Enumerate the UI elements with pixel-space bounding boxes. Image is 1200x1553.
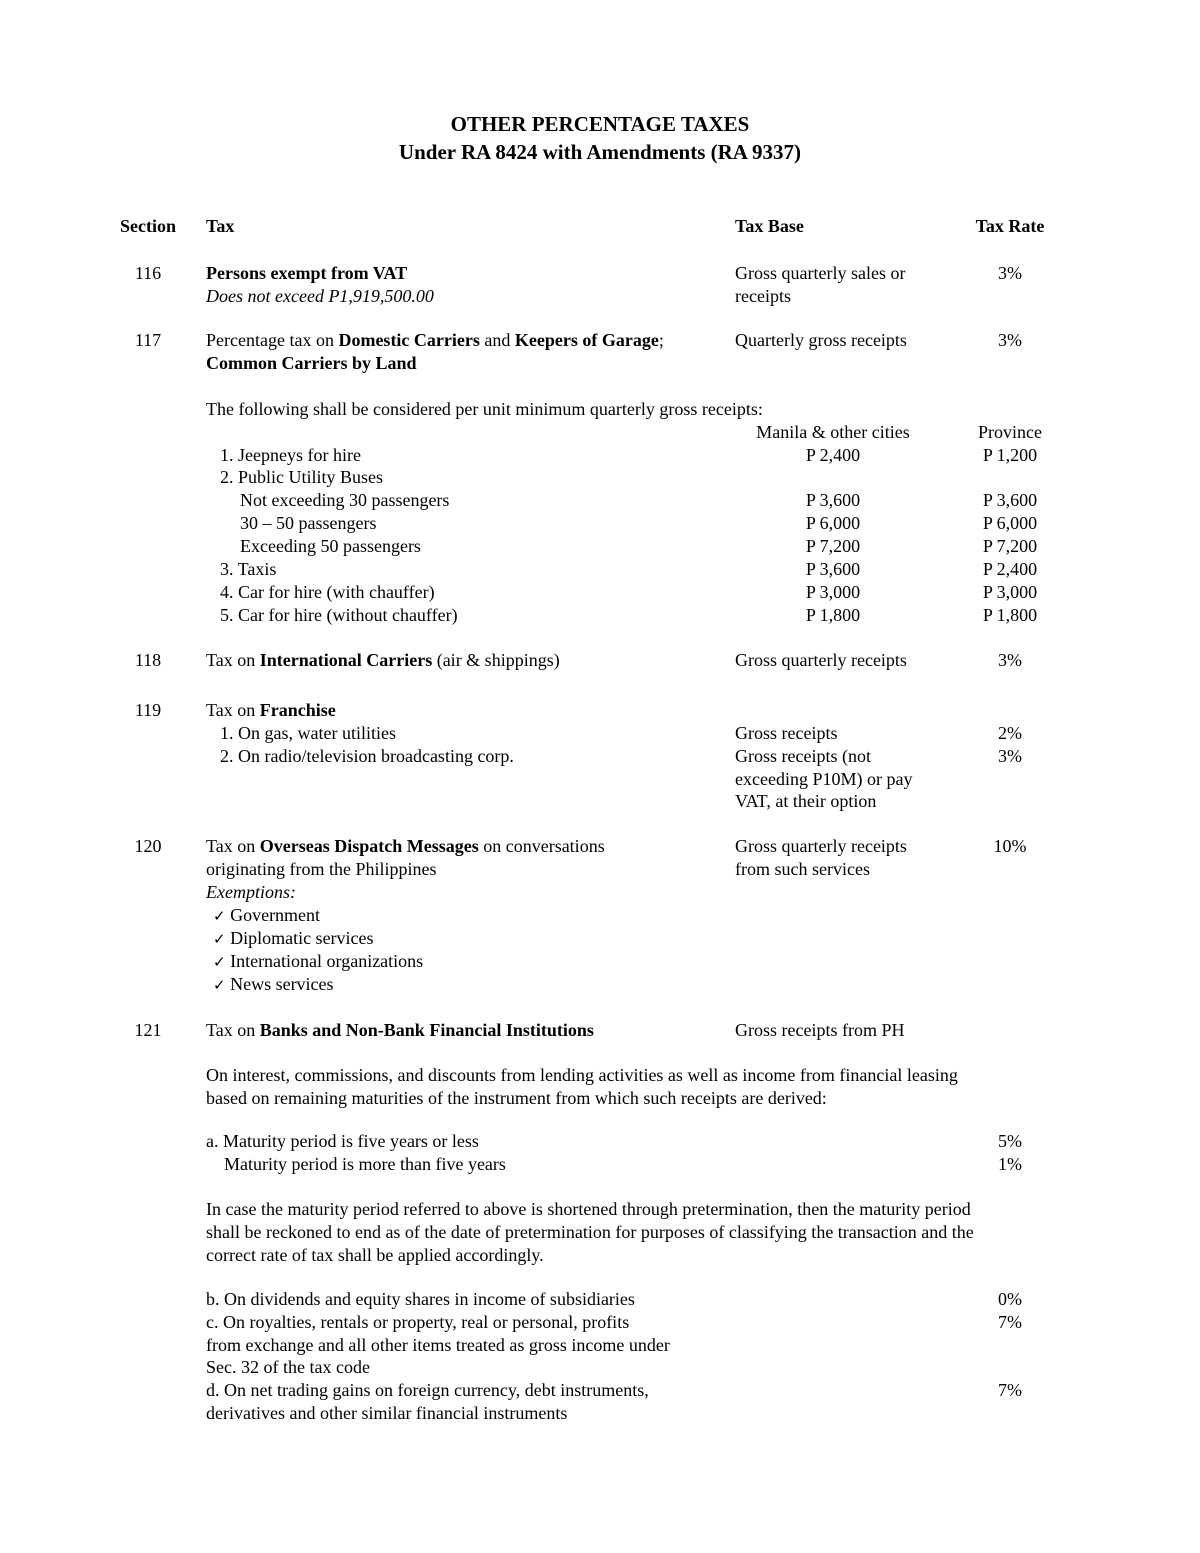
carrier-province: P 6,000 [982,513,1038,533]
tax-base: Gross receipts from PH [735,1020,905,1040]
tax-text-bold: International Carriers [259,650,433,670]
franchise-item: 1. On gas, water utilities [220,723,396,743]
tax-text-bold: Domestic Carriers [338,330,480,350]
section-number: 121 [134,1020,162,1040]
carrier-label: 30 – 50 passengers [240,513,377,533]
exemptions-label: Exemptions: [206,882,296,902]
carrier-manila: P 6,000 [805,513,861,533]
section-number: 118 [134,650,162,670]
tax-rate: 3% [998,650,1022,670]
exemption-text: News services [230,974,334,994]
header-section: Section [120,216,176,236]
header-tax-base: Tax Base [735,216,804,236]
tax-text-bold: Banks and Non-Bank Financial Institutions [259,1020,594,1040]
tax-base: Gross quarterly receipts [735,836,907,856]
tax-title [206,649,560,672]
carrier-label: 3. Taxis [220,559,277,579]
exemption-item [213,927,374,951]
bank-item: a. Maturity period is five years or less [206,1131,479,1151]
carrier-label: 5. Car for hire (without chauffer) [220,605,458,625]
carrier-label: Exceeding 50 passengers [240,536,421,556]
column-manila: Manila & other cities [756,422,910,442]
tax-rate: 7% [998,1380,1022,1400]
paragraph-line: correct rate of tax shall be applied accordingly. [206,1245,544,1265]
paragraph-line: In case the maturity period referred to above is shortened through pretermination, then the maturity period [206,1199,971,1219]
tax-base: from such services [735,859,870,879]
tax-rate: 3% [998,746,1022,766]
check-icon: ✓ [213,930,226,948]
tax-base: receipts [735,286,791,306]
section-number: 119 [134,700,162,720]
carrier-manila: P 3,600 [805,559,861,579]
tax-rate: 7% [998,1312,1022,1332]
tax-text: Percentage tax on [206,330,339,350]
exemption-text: Government [230,905,321,925]
tax-text: on conversations [478,836,605,856]
bank-item: b. On dividends and equity shares in income of subsidiaries [206,1289,635,1309]
tax-title [206,1019,594,1042]
carrier-province: P 3,000 [982,582,1038,602]
tax-title: Persons exempt from VAT [206,263,408,283]
tax-rate: 10% [993,836,1027,856]
page-title: OTHER PERCENTAGE TAXES [450,112,750,136]
carrier-province: P 1,800 [982,605,1038,625]
check-icon: ✓ [213,953,226,971]
bank-item: from exchange and all other items treated as gross income under [206,1335,670,1355]
tax-rate: 3% [998,263,1022,283]
section-number: 117 [134,330,162,350]
tax-base: Gross quarterly sales or [735,263,906,283]
exemption-item [213,904,320,928]
carrier-province: P 3,600 [982,490,1038,510]
bank-item: d. On net trading gains on foreign currency, debt instruments, [206,1380,649,1400]
page-subtitle: Under RA 8424 with Amendments (RA 9337) [398,140,802,164]
tax-text-bold: Overseas Dispatch Messages [259,836,479,856]
header-tax-rate: Tax Rate [975,216,1045,236]
carrier-label: 2. Public Utility Buses [220,467,384,487]
tax-text: Tax on [206,700,260,720]
carrier-province: P 7,200 [982,536,1038,556]
tax-rate: 1% [998,1154,1022,1174]
column-province: Province [978,422,1042,442]
tax-rate: 3% [998,330,1022,350]
tax-base: Gross receipts [735,723,838,743]
exemption-item [213,950,423,974]
exemption-text: Diplomatic services [230,928,374,948]
tax-text-bold: Keepers of Garage [514,330,659,350]
carrier-manila: P 1,800 [805,605,861,625]
tax-base: Quarterly gross receipts [735,330,907,350]
tax-rate: 5% [998,1131,1022,1151]
exemption-text: International organizations [230,951,424,971]
paragraph-line: shall be reckoned to end as of the date of pretermination for purposes of classifying the transaction and the [206,1222,974,1242]
carrier-province: P 2,400 [982,559,1038,579]
tax-title [206,835,605,858]
carrier-manila: P 2,400 [805,445,861,465]
tax-text: (air & shippings) [432,650,560,670]
bank-item: Sec. 32 of the tax code [206,1357,370,1377]
tax-title-line2: Common Carriers by Land [206,353,417,373]
tax-text: and [479,330,515,350]
tax-title [206,699,336,722]
exemption-item [213,973,334,997]
tax-text: Tax on [206,836,260,856]
tax-base: Gross quarterly receipts [735,650,907,670]
check-icon: ✓ [213,907,226,925]
tax-text: ; [658,330,664,350]
tax-text-bold: Franchise [259,700,336,720]
tax-note: Does not exceed P1,919,500.00 [206,286,434,306]
bank-item: Maturity period is more than five years [224,1154,506,1174]
tax-rate: 2% [998,723,1022,743]
tax-text: Tax on [206,1020,260,1040]
carrier-label: 1. Jeepneys for hire [220,445,361,465]
paragraph-line: based on remaining maturities of the instrument from which such receipts are derived: [206,1088,827,1108]
tax-base: VAT, at their option [735,791,877,811]
intro-text: The following shall be considered per unit minimum quarterly gross receipts: [206,399,763,419]
carrier-manila: P 3,600 [805,490,861,510]
franchise-item: 2. On radio/television broadcasting corp. [220,746,514,766]
tax-text: Tax on [206,650,260,670]
tax-base: exceeding P10M) or pay [735,769,913,789]
tax-rate: 0% [998,1289,1022,1309]
paragraph-line: On interest, commissions, and discounts from lending activities as well as income from financial leasing [206,1065,958,1085]
section-number: 116 [134,263,162,283]
header-tax: Tax [206,216,235,236]
tax-base: Gross receipts (not [735,746,871,766]
check-icon: ✓ [213,976,226,994]
carrier-manila: P 7,200 [805,536,861,556]
carrier-province: P 1,200 [982,445,1038,465]
carrier-label: Not exceeding 30 passengers [240,490,450,510]
bank-item: derivatives and other similar financial instruments [206,1403,568,1423]
carrier-label: 4. Car for hire (with chauffer) [220,582,435,602]
section-number: 120 [134,836,162,856]
bank-item: c. On royalties, rentals or property, real or personal, profits [206,1312,630,1332]
carrier-manila: P 3,000 [805,582,861,602]
tax-title [206,329,664,352]
tax-title-line2: originating from the Philippines [206,859,437,879]
